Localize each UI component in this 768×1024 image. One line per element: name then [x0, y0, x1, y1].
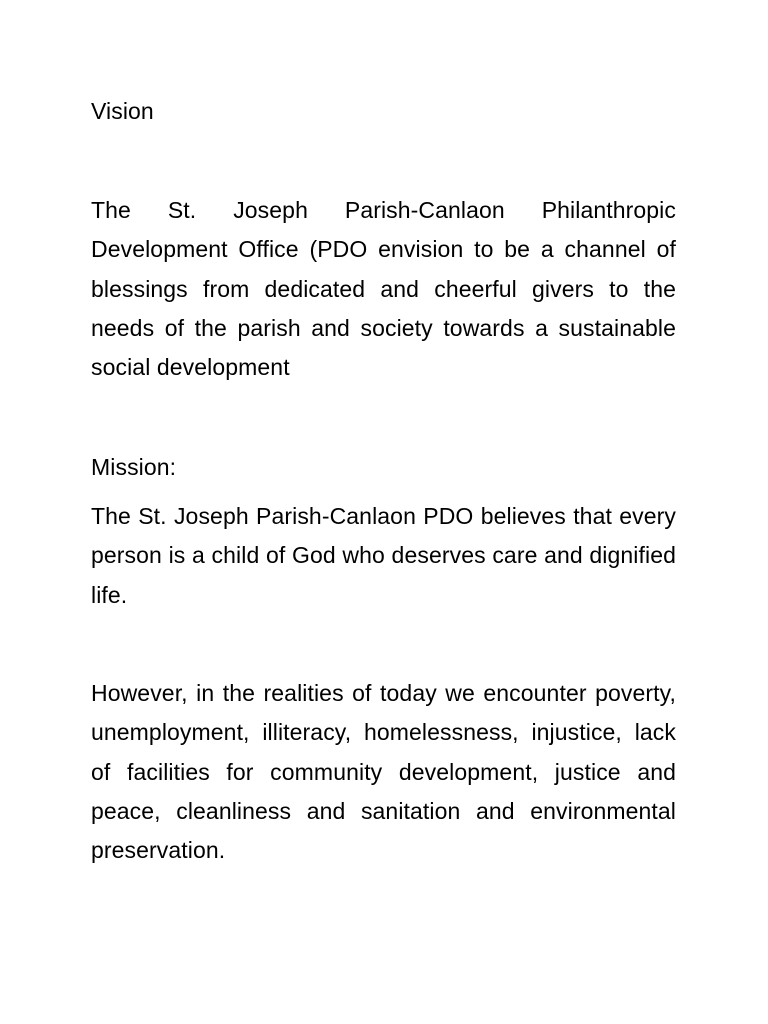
vision-paragraph: The St. Joseph Parish-Canlaon Philanthropic Development Office (PDO envision to be a channel of blessings from dedicated and cheerful givers to the needs of the parish and society towards a sustainable social development	[91, 197, 676, 381]
mission-paragraph-1: The St. Joseph Parish-Canlaon PDO believes that every person is a child of God who deserves care and dignified life.	[91, 503, 676, 608]
mission-heading: Mission:	[91, 454, 177, 480]
vision-heading: Vision	[91, 98, 154, 124]
mission-paragraph-2: However, in the realities of today we encounter poverty, unemployment, illiteracy, homelessness, injustice, lack of facilities for community development, justice and peace, cleanliness and sanitation and environmental preservation.	[91, 680, 676, 864]
